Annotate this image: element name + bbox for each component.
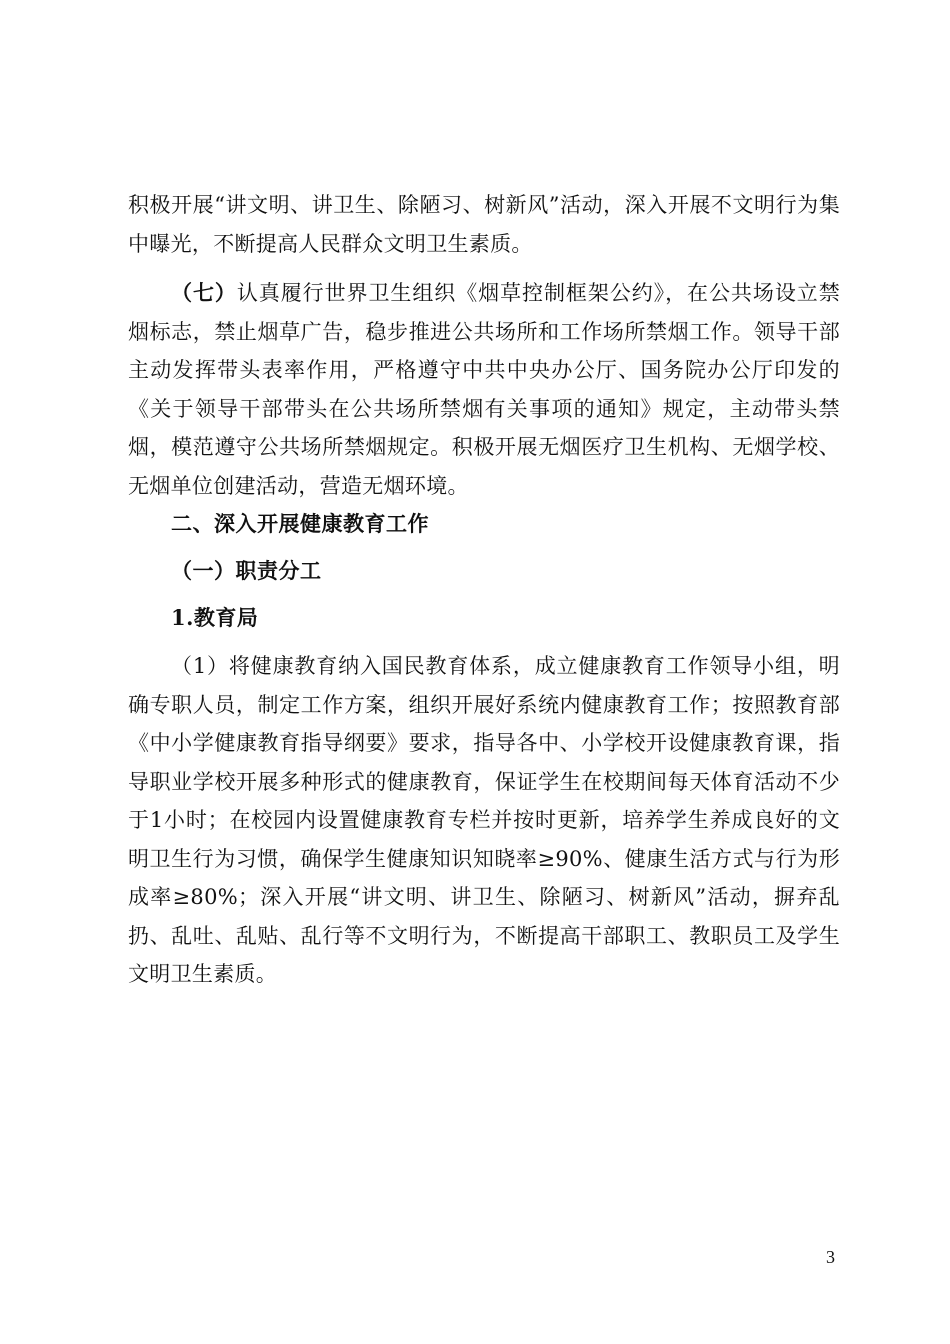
document-body bbox=[128, 186, 840, 994]
section-heading: 二、深入开展健康教育工作 bbox=[171, 511, 429, 536]
item-heading: 1.教育局 bbox=[171, 605, 259, 630]
paragraph-tobacco-control bbox=[128, 274, 840, 505]
page-number: 3 bbox=[826, 1247, 835, 1267]
subsection-heading: （一）职责分工 bbox=[171, 558, 322, 583]
paragraph-number: （七） bbox=[171, 280, 237, 305]
paragraph-continuation bbox=[128, 186, 840, 263]
paragraph-text: 认真履行世界卫生组织《烟草控制框架公约》，在公共场设立禁烟标志，禁止烟草广告，稳步推进公共场所和工作场所禁烟工作。领导干部主动发挥带头表率作用，严格遵守中共中央办公厅、国务院办公厅印发的《关于领导干部带头在公共场所禁烟有关事项的通知》规定，主动带头禁烟，模范遵守公共场所禁烟规定。积极开展无烟医疗卫生机构、无烟学校、无烟单位创建活动，营造无烟环境。 bbox=[128, 281, 840, 498]
paragraph-education-bureau bbox=[128, 647, 840, 994]
paragraph-text: （1）将健康教育纳入国民教育体系，成立健康教育工作领导小组，明确专职人员，制定工作方案，组织开展好系统内健康教育工作；按照教育部《中小学健康教育指导纲要》要求，指导各中、小学校开设健康教育课，指导职业学校开展多种形式的健康教育，保证学生在校期间每天体育活动不少于1小时；在校园内设置健康教育专栏并按时更新，培养学生养成良好的文明卫生行为习惯，确保学生健康知识知晓率≥90%、健康生活方式与行为形成率≥80%；深入开展“讲文明、讲卫生、除陋习、树新风”活动，摒弃乱扔、乱吐、乱贴、乱行等不文明行为，不断提高干部职工、教职员工及学生文明卫生素质。 bbox=[128, 654, 840, 986]
paragraph-text: 积极开展“讲文明、讲卫生、除陋习、树新风”活动，深入开展不文明行为集中曝光，不断提高人民群众文明卫生素质。 bbox=[128, 193, 840, 256]
